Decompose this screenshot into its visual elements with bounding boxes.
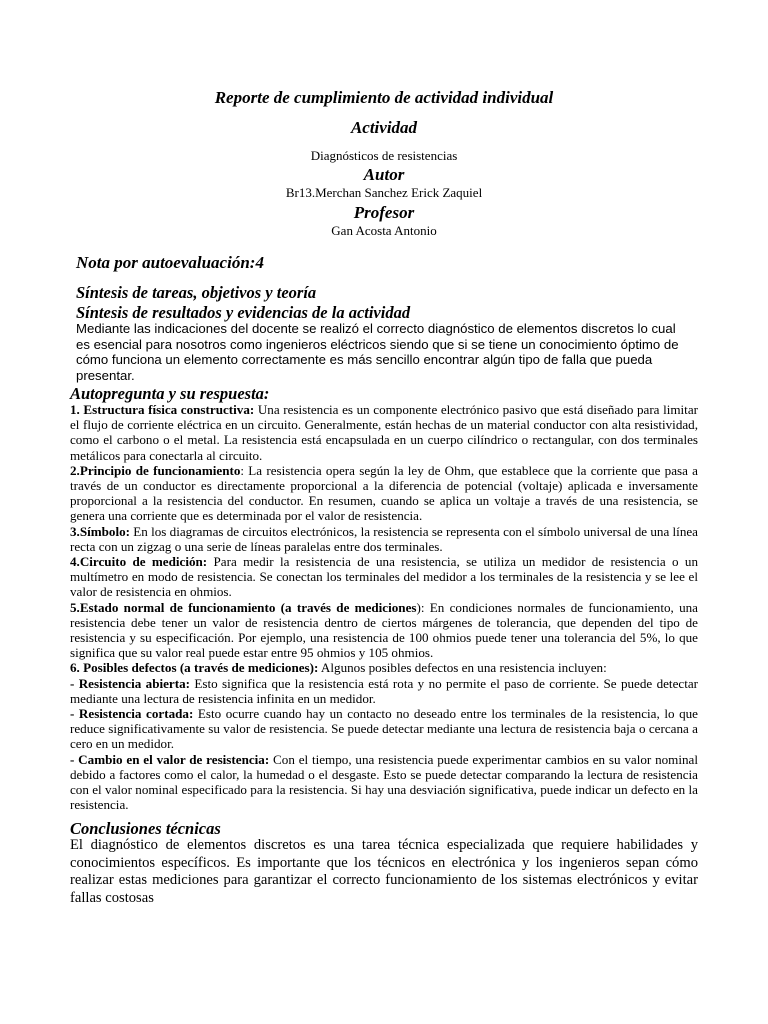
answer-label: 2.Principio de funcionamiento — [70, 462, 241, 478]
answer-item — [70, 524, 698, 554]
synthesis-tasks-heading: Síntesis de tareas, objetivos y teoría — [76, 283, 317, 302]
answer-item — [70, 463, 698, 524]
answer-item — [70, 752, 698, 813]
answer-label: - Cambio en el valor de resistencia: — [70, 751, 270, 767]
self-evaluation-note: Nota por autoevaluación:4 — [76, 253, 264, 272]
answer-item — [70, 676, 698, 706]
activity-value: Diagnósticos de resistencias — [310, 148, 458, 163]
answer-item — [70, 554, 698, 600]
answer-label: 3.Símbolo: — [70, 523, 131, 539]
answer-label: 5.Estado normal de funcionamiento (a través de mediciones — [70, 599, 417, 615]
professor-value: Gan Acosta Antonio — [331, 223, 437, 238]
answer-text: Una resistencia es un componente electrónico pasivo que está diseñado para limitar el flujo de corriente eléctrica en un circuito. Generalmente, están hechas de un material conductor con alta resistividad, como el carbono o el metal. La resistencia está encapsulada en un cuerpo cilíndrico o rectangular, con dos terminales metálicos para conectarla al circuito. — [70, 402, 698, 463]
answer-text: Algunos posibles defectos en una resistencia incluyen: — [318, 660, 607, 676]
self-question-heading: Autopregunta y su respuesta: — [70, 384, 270, 403]
author-heading: Autor — [363, 165, 405, 184]
synthesis-results-heading: Síntesis de resultados y evidencias de la actividad — [76, 303, 411, 322]
answer-item — [70, 660, 698, 675]
synthesis-paragraph: Mediante las indicaciones del docente se realizó el correcto diagnóstico de elementos discretos lo cual es esencial para nosotros como ingenieros eléctricos siendo que si se tiene un conocimiento óptimo de cómo funciona un elemento correctamente es más sencillo encontrar algún tipo de falla que pueda presentar. — [76, 321, 679, 383]
answer-text: Esto ocurre cuando hay un contacto no deseado entre los terminales de la resistencia, lo que reduce significativamente su valor de resistencia. Se puede detectar mediante una lectura de resistencia baja o cercana a cero en un medidor. — [70, 706, 698, 752]
answer-label: 4.Circuito de medición: — [70, 554, 208, 570]
answer-text: En los diagramas de circuitos electrónicos, la resistencia se representa con el símbolo universal de una línea recta con un zigzag o una serie de líneas paralelas entre dos terminales. — [70, 523, 698, 554]
answer-text: Para medir la resistencia de una resistencia, se utiliza un medidor de resistencia o un multímetro en modo de resistencia. Se conectan los terminales del medidor a los terminales de la resistencia y se lee el valor de resistencia en ohmios. — [70, 554, 698, 600]
answer-item — [70, 600, 698, 661]
answer-label: - Resistencia cortada: — [70, 706, 194, 722]
answer-item — [70, 402, 698, 463]
conclusions-heading: Conclusiones técnicas — [70, 819, 221, 838]
activity-heading: Actividad — [350, 118, 418, 137]
report-title: Reporte de cumplimiento de actividad individual — [214, 88, 554, 107]
answer-text: Esto significa que la resistencia está rota y no permite el paso de corriente. Se puede detectar mediante una lectura de resistencia infinita en un medidor. — [70, 675, 699, 706]
answer-text: : La resistencia opera según la ley de Ohm, que establece que la corriente que pasa a través de un conductor es directamente proporcional a la diferencia de potencial (voltaje) aplicada e inversamente proporcional a la resistencia del conductor. En resumen, cuando se aplica un voltaje a través de una resistencia, se genera una corriente que es determinada por el valor de resistencia. — [70, 462, 698, 524]
self-question-answers — [70, 402, 698, 812]
answer-label: 6. Posibles defectos (a través de mediciones): — [70, 660, 319, 676]
author-value: Br13.Merchan Sanchez Erick Zaquiel — [285, 185, 483, 200]
answer-label: - Resistencia abierta: — [70, 675, 191, 691]
conclusions-paragraph: El diagnóstico de elementos discretos es una tarea técnica especializada que requiere habilidades y conocimientos específicos. Es importante que los técnicos en electrónica y los ingenieros sepan cómo realizar estas mediciones para garantizar el correcto funcionamiento de los sistemas electrónicos y evitar fallas costosas — [70, 837, 698, 906]
answer-item — [70, 706, 698, 752]
professor-heading: Profesor — [353, 203, 415, 222]
answer-text: ): En condiciones normales de funcionamiento, una resistencia debe tener un valor de resistencia dentro de ciertos márgenes de tolerancia, que dependen del tipo de resistencia y su especificación. Por ejemplo, una resistencia de 100 ohmios puede tener una tolerancia del 5%, lo que significa que su valor real puede estar entre 95 ohmios y 105 ohmios. — [70, 599, 698, 661]
answer-label: 1. Estructura física constructiva: — [70, 402, 255, 417]
answer-text: Con el tiempo, una resistencia puede experimentar cambios en su valor nominal debido a factores como el calor, la humedad o el desgaste. Esto se puede detectar comparando la lectura de resistencia con el valor nominal especificado para la resistencia. Si hay una desviación significativa, puede indicar un defecto en la resistencia. — [70, 751, 698, 813]
